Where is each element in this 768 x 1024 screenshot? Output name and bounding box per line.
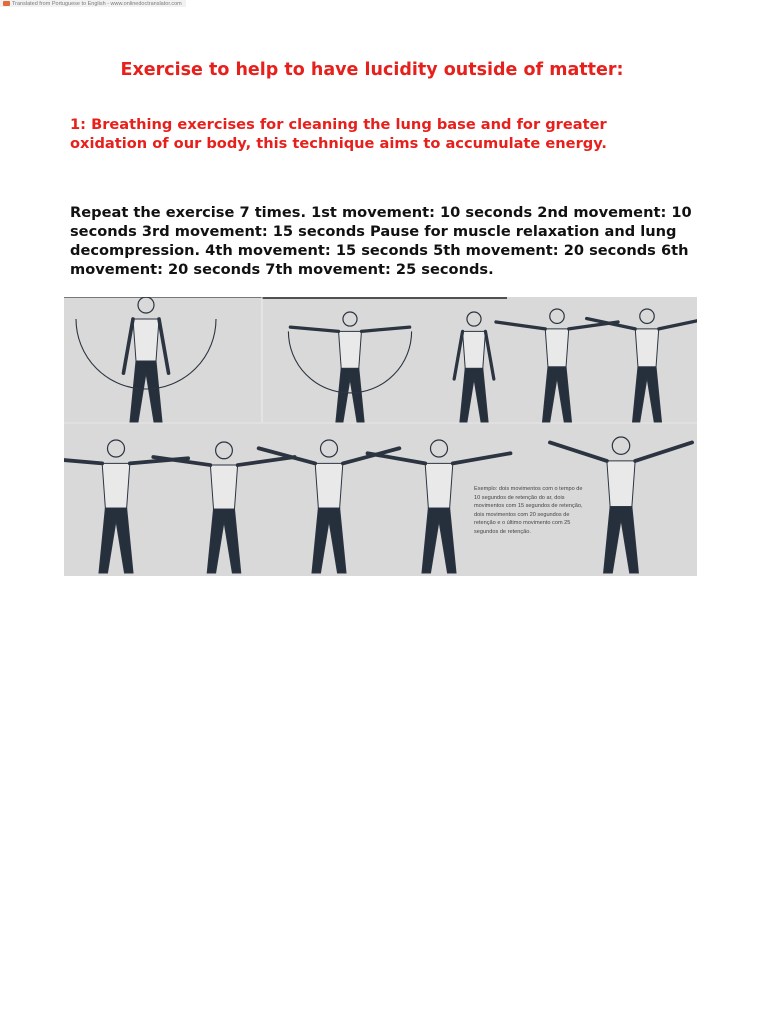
figure-head — [216, 442, 233, 459]
figure-left-arm — [123, 319, 133, 373]
figure-legs — [604, 507, 639, 573]
figure-head — [138, 297, 154, 313]
figure-right-arm — [361, 327, 409, 331]
figure-head — [343, 312, 357, 326]
figure-legs — [336, 368, 364, 422]
figure-head — [640, 309, 654, 323]
exercise-figures-svg — [64, 297, 697, 576]
figure-head — [467, 312, 481, 326]
figure-head — [430, 440, 447, 457]
exercise-instructions: Repeat the exercise 7 times. 1st movement: 10 seconds 2nd movement: 10 seconds 3rd movement: 15 seconds Pause for muscle relaxation and lung decompression. 4th movement: 15 seconds 5th movement: 20 seconds 6th movement: 20 seconds 7th movement: 25 seconds. — [70, 204, 692, 278]
figure-left-arm — [454, 331, 462, 379]
figure-legs — [99, 508, 133, 573]
figure-legs — [633, 367, 662, 422]
figure-right-arm — [485, 331, 493, 379]
figure-legs — [130, 361, 162, 422]
figure-legs — [207, 509, 241, 573]
figure-left-arm — [368, 453, 426, 463]
figure-torso — [102, 463, 130, 508]
figure-left-arm — [550, 442, 607, 460]
figure-head — [612, 437, 629, 454]
figure-torso — [635, 329, 659, 367]
figure-legs — [543, 367, 572, 422]
figure-right-arm — [659, 319, 697, 329]
figure-left-arm — [290, 327, 338, 331]
figure-right-arm — [453, 453, 511, 463]
translator-logo-icon — [3, 1, 10, 6]
figure-right-arm — [159, 319, 169, 373]
page-title: Exercise to help to have lucidity outside of matter: — [120, 60, 624, 80]
figure-head — [320, 440, 337, 457]
figure-right-arm — [238, 457, 295, 465]
banner-text: Translated from Portuguese to English - www.onlinedoctranslator.com — [12, 0, 182, 7]
figure-torso — [210, 465, 237, 509]
figure-head — [550, 309, 564, 323]
section-subtitle: 1: Breathing exercises for cleaning the lung base and for greater oxidation of our body, this technique aims to accumulate energy. — [70, 116, 607, 152]
figure-torso — [133, 319, 159, 361]
figure-right-arm — [635, 442, 692, 460]
figure-torso — [315, 463, 343, 508]
figure-torso — [339, 331, 362, 368]
exercise-illustration — [64, 297, 697, 576]
figure-head — [107, 440, 124, 457]
figure-left-arm — [496, 322, 545, 329]
figure-legs — [422, 508, 456, 573]
figure-caption: Exemplo: dois movimentos com o tempo de 10 segundos de retenção do ar, dois movimentos com 15 segundos de retenção, dois movimentos com 20 segundos de retenção e o último movimento com 25 segundos de retenção. — [474, 486, 583, 535]
figure-torso — [463, 331, 486, 368]
figure-torso — [545, 329, 569, 367]
figure-left-arm — [64, 458, 102, 463]
figure-torso — [425, 463, 453, 508]
translation-banner[interactable] — [0, 0, 186, 7]
figure-legs — [312, 508, 346, 573]
figure-torso — [607, 461, 635, 507]
figure-legs — [460, 368, 488, 422]
